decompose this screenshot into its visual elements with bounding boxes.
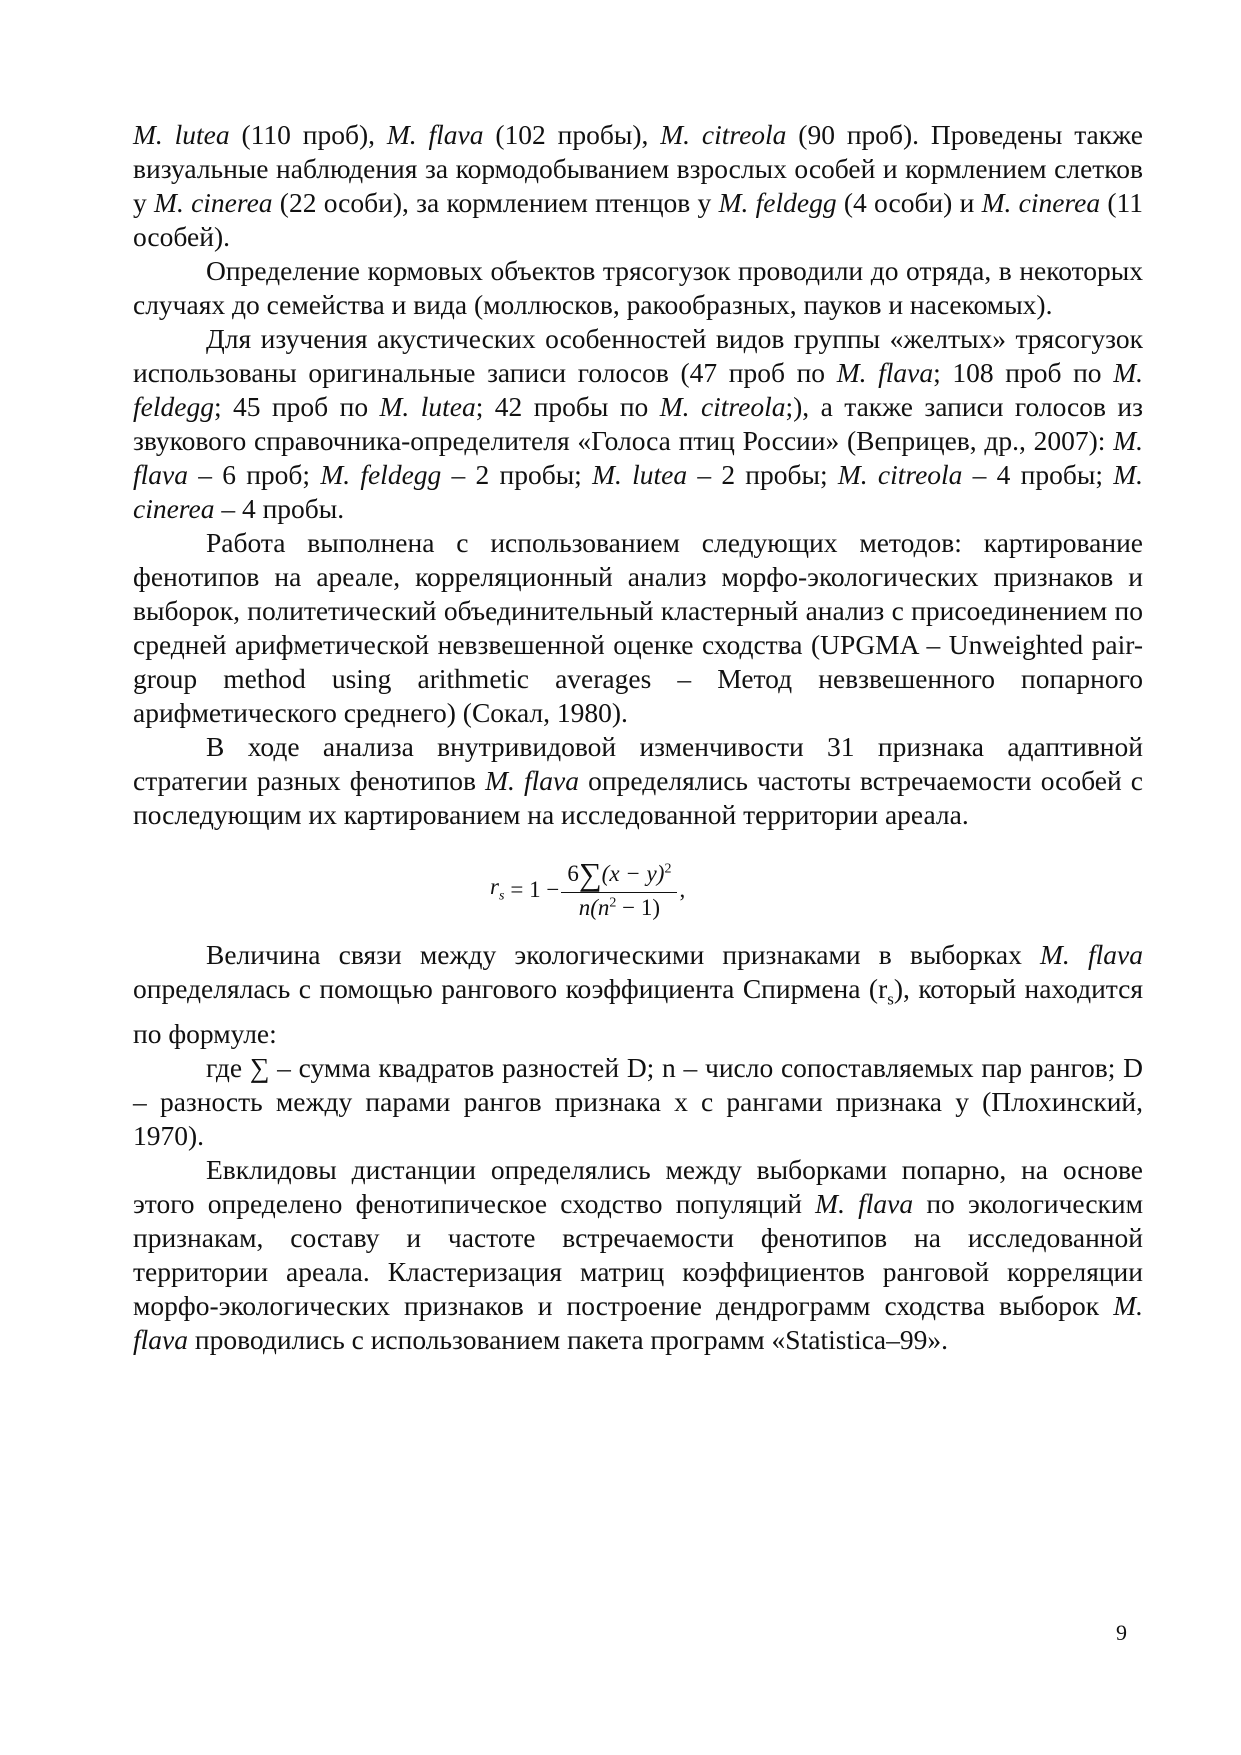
text-block-top xyxy=(133,118,1143,832)
species-name: M. flava xyxy=(386,119,484,150)
text-run: ; 42 пробы по xyxy=(475,391,660,422)
page-number: 9 xyxy=(1116,1620,1127,1645)
formula-fraction xyxy=(561,858,677,921)
text-run: (22 особи), за кормлением птенцов у xyxy=(272,187,719,218)
text-run: ), который находится по формуле: xyxy=(133,973,1143,1049)
formula-exp: 2 xyxy=(664,861,672,877)
text-run: – 4 пробы; xyxy=(962,459,1114,490)
species-name: M. lutea xyxy=(592,459,688,490)
formula-den-b: − 1) xyxy=(616,895,661,920)
text-run: – 2 пробы; xyxy=(441,459,593,490)
paragraph-7 xyxy=(133,1051,1143,1153)
species-name: M. lutea xyxy=(379,391,476,422)
paragraph-5 xyxy=(133,730,1143,832)
paragraph-1 xyxy=(133,118,1143,254)
formula-body: (x − y) xyxy=(601,861,665,886)
spearman-formula xyxy=(490,858,685,921)
text-run: Для изучения акустических особенностей видов группы «желтых» трясогузок использованы оригинальные записи голосов (47 проб по xyxy=(133,323,1143,388)
species-name: M. cinerea xyxy=(154,187,273,218)
formula-tail: , xyxy=(679,876,686,902)
paragraph-8 xyxy=(133,1153,1143,1357)
text-run: (4 особи) и xyxy=(836,187,982,218)
formula-denominator xyxy=(573,893,666,921)
species-name: M. flava xyxy=(133,1289,1143,1355)
species-name: M. citreola xyxy=(660,119,787,150)
text-block-bottom xyxy=(133,938,1143,1357)
paragraph-3 xyxy=(133,322,1143,526)
paragraph-6 xyxy=(133,938,1143,1051)
formula-numerator xyxy=(561,858,677,893)
sigma-symbol: ∑ xyxy=(249,1051,270,1083)
subscript: s xyxy=(887,989,894,1009)
text-run: Евклидовы дистанции определялись между выборками попарно, на основе этого определено фенотипическое сходство популяций xyxy=(133,1153,1143,1219)
text-run: ;), а также записи голосов из звукового справочника-определителя «Голоса птиц России» (Веприцев, др., 2007): xyxy=(133,391,1143,456)
text-run: определялись частоты встречаемости особей с последующим их картированием на исследованной территории ареала. xyxy=(133,765,1143,830)
text-run: (90 проб). Проведены также визуальные наблюдения за кормодобыванием взрослых особей и кормлением слетков у xyxy=(133,119,1143,218)
text-run: ; 45 проб по xyxy=(213,391,380,422)
paragraph-2: Определение кормовых объектов трясогузок проводили до отряда, в некоторых случаях до семейства и вида (моллюсков, ракообразных, пауков и насекомых). xyxy=(133,255,1143,320)
species-name: M. cinerea xyxy=(133,459,1144,524)
text-run: по экологическим признакам, составу и частоте встречаемости фенотипов на исследованной территории ареала. Кластеризация матриц коэффициентов ранговой корреляции морфо-экологических признаков и построение дендрограмм сходства выборок xyxy=(133,1187,1144,1321)
species-name: M. lutea xyxy=(133,119,230,150)
formula-eq: = 1 − xyxy=(510,876,560,902)
text-run: (11 особей). xyxy=(133,187,1143,252)
paragraph-4: Работа выполнена с использованием следующих методов: картирование фенотипов на ареале, корреляционный анализ морфо-экологических признаков и выборок, политетический объединительный кластерный анализ с присоединением по средней арифметической невзвешенной оценке сходства (UPGMA – Unweighted pair-group method using arithmetic averages – Метод невзвешенного попарного арифметического среднего) (Сокал, 1980). xyxy=(133,527,1143,728)
text-run: где xyxy=(206,1051,250,1083)
text-run: ; 108 проб по xyxy=(933,357,1114,388)
text-run: В ходе анализа внутривидовой изменчивости 31 признака адаптивной стратегии разных фенотипов xyxy=(133,731,1143,796)
sigma-symbol: ∑ xyxy=(578,856,602,892)
text-run: Величина связи между экологическими признаками в выборках xyxy=(206,939,1041,970)
text-run: – 6 проб; xyxy=(188,459,321,490)
species-name: M. feldegg xyxy=(718,187,837,218)
text-run: – 4 пробы. xyxy=(214,493,345,524)
species-name: M. feldegg xyxy=(133,357,1143,422)
text-run: – 2 пробы; xyxy=(687,459,838,490)
formula-den-a: n(n xyxy=(578,895,610,920)
species-name: M. flava xyxy=(485,765,580,796)
species-name: M. citreola xyxy=(659,391,786,422)
formula-exp: 2 xyxy=(609,895,617,911)
text-run: определялась с помощью рангового коэффициента Спирмена (r xyxy=(133,973,888,1004)
species-name: M. citreola xyxy=(837,459,963,490)
formula-coef: 6 xyxy=(567,861,579,886)
text-run: – сумма квадратов разностей D; n – число сопоставляемых пар рангов; D – разность между парами рангов признака x с рангами признака y (Плохинский, 1970). xyxy=(133,1051,1144,1151)
formula-var: r xyxy=(490,874,499,900)
species-name: M. flava xyxy=(133,425,1143,490)
species-name: M. flava xyxy=(836,357,934,388)
species-name: M. feldegg xyxy=(320,459,442,490)
formula-sub: s xyxy=(498,888,505,904)
text-run: проводились с использованием пакета программ «Statistica–99». xyxy=(188,1323,948,1355)
formula-lhs xyxy=(490,874,504,905)
text-run: (110 проб), xyxy=(229,119,387,150)
species-name: M. flava xyxy=(1040,939,1143,970)
species-name: M. flava xyxy=(815,1187,914,1219)
text-run: (102 пробы), xyxy=(483,119,661,150)
species-name: M. cinerea xyxy=(981,187,1101,218)
